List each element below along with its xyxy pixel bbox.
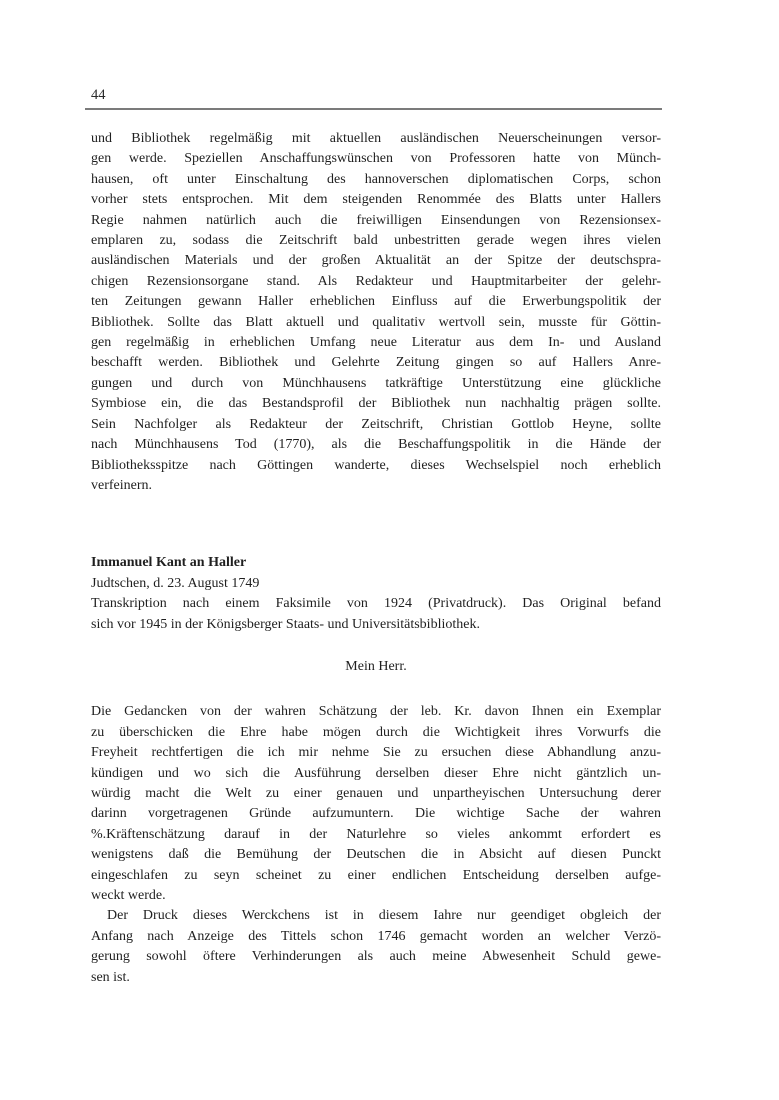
- text-line: gen regelmäßig in erheblichen Umfang neue Literatur aus dem In- und Ausland: [91, 335, 661, 351]
- text-line: darinn vorgetragenen Gründe aufzumuntern. Die wichtige Sache der wahren: [91, 806, 661, 822]
- text-line: wenigstens daß die Bemühung der Deutschen die in Absicht auf diesen Punckt: [91, 847, 661, 863]
- text-line: Transkription nach einem Faksimile von 1924 (Privatdruck). Das Original befand: [91, 596, 661, 612]
- text-line: Symbiose ein, die das Bestandsprofil der Bibliothek nun nachhaltig prägen sollte.: [91, 396, 661, 412]
- text-line: verfeinern.: [91, 477, 153, 493]
- page-number: 44: [91, 87, 106, 103]
- text-line: gungen und durch von Münchhausens tatkräftige Unterstützung eine glückliche: [91, 375, 661, 391]
- letter-place-date: Judtschen, d. 23. August 1749: [91, 575, 260, 591]
- header-rule: [85, 108, 662, 110]
- intro-paragraph: [91, 129, 661, 496]
- text-line: beschafft werden. Bibliothek und Gelehrte Zeitung gingen so auf Hallers Anre-: [91, 355, 661, 371]
- text-line: gen werde. Speziellen Anschaffungswünschen von Professoren hatte von Münch-: [91, 151, 661, 167]
- text-line: kündigen und wo sich die Ausführung derselben dieser Ehre nicht gäntzlich un-: [91, 765, 661, 781]
- page-header: [91, 87, 661, 110]
- text-line: hausen, oft unter Einschaltung des hannoverschen diplomatischen Corps, schon: [91, 171, 661, 187]
- text-line: weckt werde.: [91, 888, 166, 903]
- text-line: eingeschlafen zu seyn scheinet zu einer endlichen Entscheidung derselben aufge-: [91, 867, 661, 883]
- letter-title: Immanuel Kant an Haller: [91, 555, 247, 571]
- letter-salutation: Mein Herr.: [345, 658, 407, 674]
- text-line: Bibliotheksspitze nach Göttingen wanderte, dieses Wechselspiel noch erheblich: [91, 457, 661, 473]
- letter-source-note: [91, 594, 661, 635]
- text-line: Freyheit rechtfertigen die ich mir nehme Sie zu ersuchen diese Abhandlung anzu-: [91, 745, 661, 761]
- letter-heading: [91, 553, 661, 635]
- text-line: und Bibliothek regelmäßig mit aktuellen ausländischen Neuerscheinungen versor-: [91, 131, 661, 146]
- text-line: ausländischen Materials und der großen Aktualität an der Spitze der deutschspra-: [91, 253, 661, 269]
- text-line: Bibliothek. Sollte das Blatt aktuell und qualitativ wertvoll sein, musste für Göttin-: [91, 314, 661, 330]
- text-line: Sein Nachfolger als Redakteur der Zeitschrift, Christian Gottlob Heyne, sollte: [91, 416, 661, 432]
- text-line: vorher stets entsprochen. Mit dem steigenden Renommée des Blatts unter Hallers: [91, 192, 661, 208]
- text-line: sen ist.: [91, 969, 130, 985]
- text-line: emplaren zu, sodass die Zeitschrift bald unbestritten gerade wegen ihres vielen: [91, 233, 661, 249]
- text-line: nach Münchhausens Tod (1770), als die Beschaffungspolitik in die Hände der: [91, 437, 661, 453]
- text-line: zu überschicken die Ehre habe mögen durch die Wichtigkeit ihres Vorwurfs die: [91, 724, 661, 740]
- text-line: würdig macht die Welt zu einer genauen und unpartheyischen Untersuchung derer: [91, 785, 661, 801]
- text-line: Regie nahmen natürlich auch die freiwilligen Einsendungen von Rezensionsex-: [91, 212, 661, 228]
- text-line: ten Zeitungen gewann Haller erheblichen Einfluss auf die Erwerbungspolitik der: [91, 294, 661, 310]
- text-line: Der Druck dieses Werckchens ist in diesem Iahre nur geendiget obgleich der: [107, 908, 661, 924]
- text-line: Die Gedancken von der wahren Schätzung der leb. Kr. davon Ihnen ein Exemplar: [91, 704, 661, 720]
- letter-paragraph-1: [91, 702, 661, 906]
- text-line: %.Kräftenschätzung darauf in der Naturlehre so vieles ankommt erfordert es: [91, 826, 661, 842]
- text-line: Anfang nach Anzeige des Tittels schon 1746 gemacht worden an welcher Verzö-: [91, 928, 661, 944]
- text-line: sich vor 1945 in der Königsberger Staats- und Universitätsbibliothek.: [91, 616, 480, 632]
- text-line: chigen Rezensionsorgane stand. Als Redakteur und Hauptmitarbeiter der gelehr-: [91, 273, 661, 289]
- letter-paragraph-2: [91, 906, 661, 988]
- text-line: gerung sowohl öftere Verhinderungen als auch meine Abwesenheit Schuld gewe-: [91, 949, 661, 965]
